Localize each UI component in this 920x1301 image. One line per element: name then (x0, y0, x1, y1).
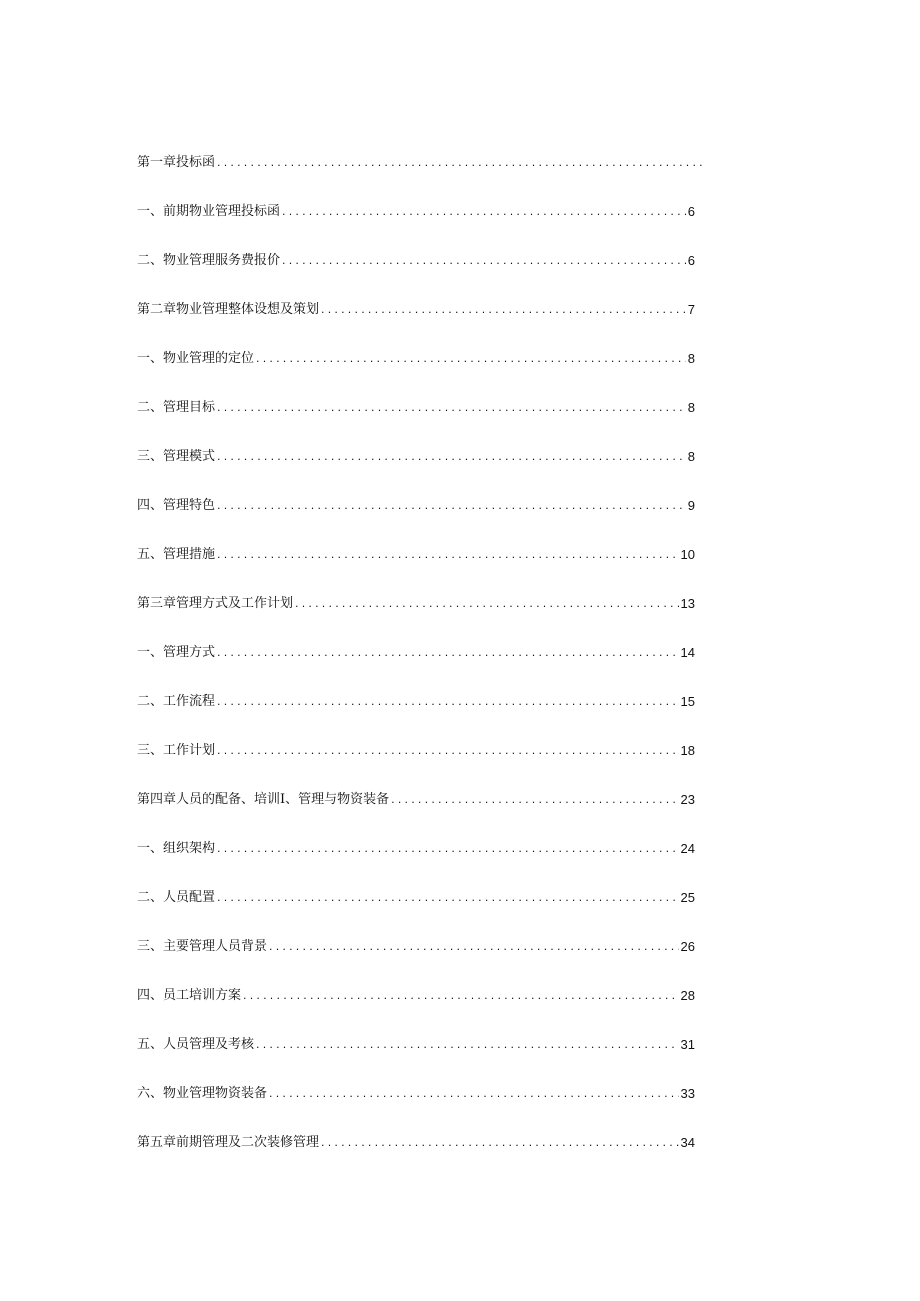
toc-entry-page: 24 (680, 841, 695, 856)
toc-entry[interactable] (137, 152, 707, 201)
toc-entry-page: 8 (687, 449, 695, 464)
toc-entry-title: 二、物业管理服务费报价 (137, 253, 281, 268)
toc-entry-title: 第二章物业管理整体设想及策划 (137, 302, 320, 317)
toc-entry[interactable] (137, 985, 695, 1034)
toc-entry-title: 四、员工培训方案 (137, 988, 242, 1003)
toc-entry-title: 一、物业管理的定位 (137, 351, 255, 366)
toc-leader-dots (321, 1132, 679, 1154)
toc-entry-title: 第一章投标函 (137, 155, 216, 170)
toc-entry-title: 六、物业管理物资装备 (137, 1086, 268, 1101)
toc-entry[interactable] (137, 838, 695, 887)
toc-entry-page: 34 (680, 1135, 695, 1150)
toc-entry-title: 三、工作计划 (137, 743, 216, 758)
toc-entry-title: 二、人员配置 (137, 890, 216, 905)
toc-leader-dots (217, 691, 679, 713)
toc-leader-dots (282, 250, 686, 272)
toc-leader-dots (217, 838, 679, 860)
toc-entry-page: 18 (680, 743, 695, 758)
toc-entry-title: 二、工作流程 (137, 694, 216, 709)
toc-entry-page: 9 (687, 498, 695, 513)
toc-leader-dots (217, 495, 686, 517)
toc-entry-title: 五、人员管理及考核 (137, 1037, 255, 1052)
toc-entry[interactable] (137, 789, 695, 838)
toc-leader-dots (269, 936, 679, 958)
toc-entry-page: 6 (687, 253, 695, 268)
toc-leader-dots (217, 887, 679, 909)
toc-entry[interactable] (137, 495, 695, 544)
toc-entry[interactable] (137, 936, 695, 985)
toc-entry-page: 6 (687, 204, 695, 219)
toc-entry[interactable] (137, 593, 695, 642)
toc-entry-title: 三、管理模式 (137, 449, 216, 464)
toc-entry-title: 一、管理方式 (137, 645, 216, 660)
toc-entry-page: 33 (680, 1086, 695, 1101)
toc-entry[interactable] (137, 1034, 695, 1083)
toc-entry-page: 28 (680, 988, 695, 1003)
toc-leader-dots (295, 593, 679, 615)
toc-leader-dots (256, 1034, 679, 1056)
toc-entry[interactable] (137, 299, 695, 348)
toc-leader-dots (282, 201, 686, 223)
toc-entry-title: 五、管理措施 (137, 547, 216, 562)
toc-entry[interactable] (137, 348, 695, 397)
table-of-contents (137, 152, 707, 1181)
toc-entry[interactable] (137, 691, 695, 740)
toc-entry[interactable] (137, 250, 695, 299)
toc-leader-dots (391, 789, 678, 811)
toc-leader-dots (217, 544, 679, 566)
toc-entry[interactable] (137, 201, 695, 250)
toc-leader-dots (217, 446, 686, 468)
toc-entry-title: 二、管理目标 (137, 400, 216, 415)
toc-entry-page: 31 (680, 1037, 695, 1052)
toc-leader-dots (243, 985, 679, 1007)
toc-entry-title: 三、主要管理人员背景 (137, 939, 268, 954)
toc-entry[interactable] (137, 887, 695, 936)
toc-entry[interactable] (137, 544, 695, 593)
toc-entry[interactable] (137, 642, 695, 691)
toc-entry[interactable] (137, 397, 695, 446)
toc-entry-page: 7 (687, 302, 695, 317)
toc-entry-page: 8 (687, 400, 695, 415)
toc-leader-dots (269, 1083, 679, 1105)
toc-entry-title: 第五章前期管理及二次装修管理 (137, 1135, 320, 1150)
toc-entry-page: 26 (680, 939, 695, 954)
toc-entry-title: 第四章人员的配备、培训I、管理与物资装备 (137, 792, 390, 807)
toc-entry-page: 25 (680, 890, 695, 905)
toc-entry-title: 一、组织架构 (137, 841, 216, 856)
toc-entry-page: 23 (680, 792, 695, 807)
toc-leader-dots (256, 348, 686, 370)
toc-entry-page: 13 (680, 596, 695, 611)
toc-entry-title: 一、前期物业管理投标函 (137, 204, 281, 219)
toc-leader-dots (217, 740, 679, 762)
toc-leader-dots (217, 397, 686, 419)
toc-entry[interactable] (137, 740, 695, 789)
toc-leader-dots (217, 152, 705, 174)
toc-entry[interactable] (137, 1132, 695, 1181)
toc-leader-dots (321, 299, 686, 321)
toc-entry-page: 14 (680, 645, 695, 660)
toc-entry-page: 15 (680, 694, 695, 709)
toc-entry-page: 8 (687, 351, 695, 366)
toc-leader-dots (217, 642, 679, 664)
toc-entry[interactable] (137, 1083, 695, 1132)
toc-entry-title: 四、管理特色 (137, 498, 216, 513)
toc-entry-page: 10 (680, 547, 695, 562)
toc-entry[interactable] (137, 446, 695, 495)
toc-entry-title: 第三章管理方式及工作计划 (137, 596, 294, 611)
